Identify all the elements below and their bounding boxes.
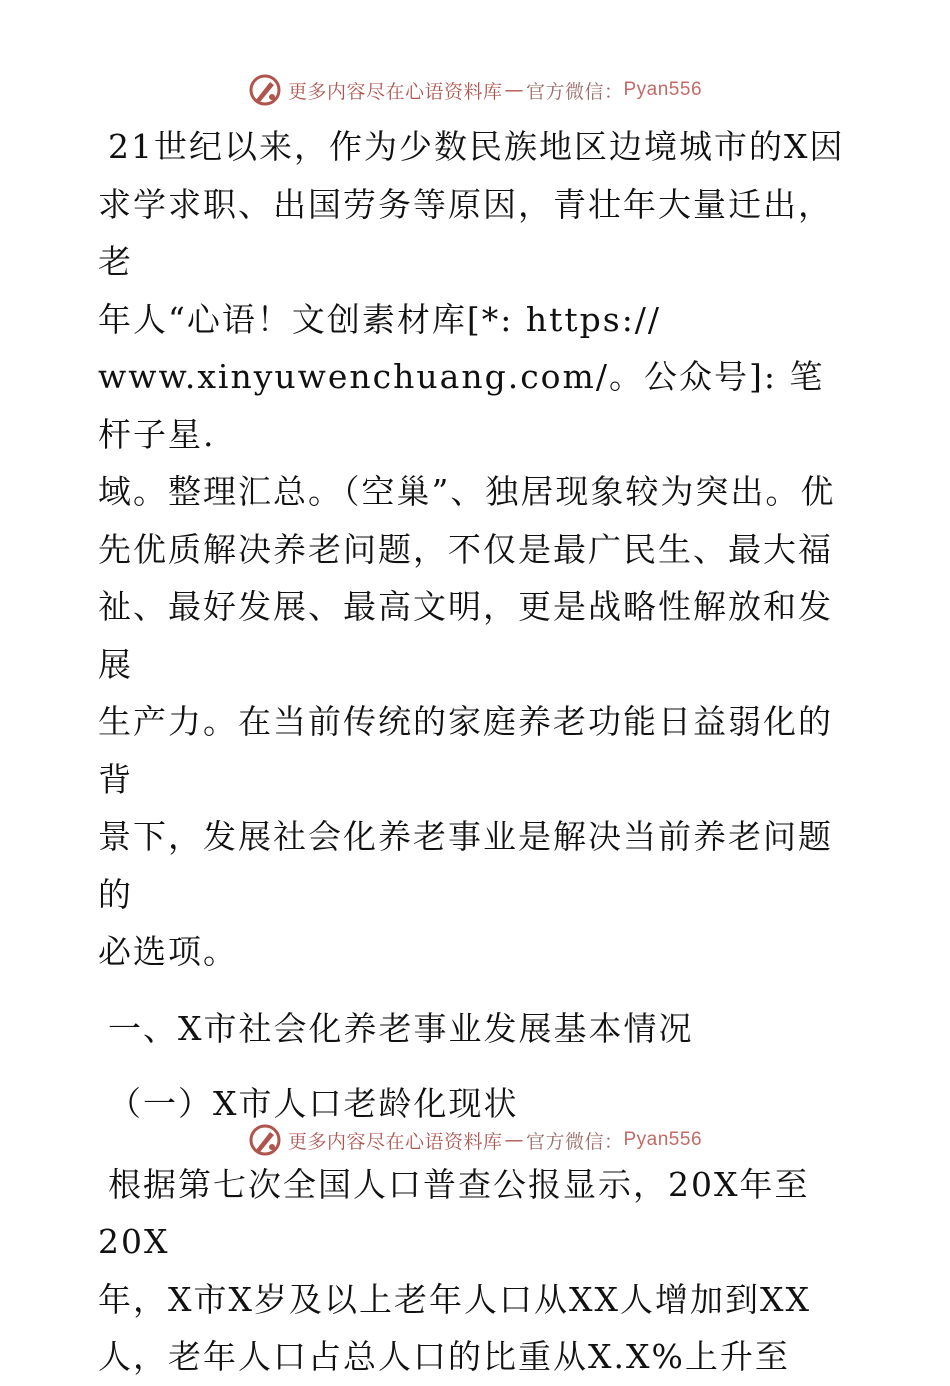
paragraph-line: 年，X市X岁及以上老年人口从XX人增加到XX xyxy=(98,1279,811,1319)
quill-logo-icon xyxy=(248,1123,282,1157)
paragraph-line: 根据第七次全国人口普查公报显示，20X年至20X xyxy=(98,1164,810,1261)
paragraph-line: www.xinyuwenchuang.com/。公众号]: 笔杆子星. xyxy=(98,357,825,454)
watermark-footer xyxy=(0,1120,950,1160)
watermark-wechat-label: 官方微信： xyxy=(525,1130,624,1153)
watermark-handle: Pyan556 xyxy=(623,79,703,100)
population-paragraph xyxy=(98,1156,858,1386)
paragraph-line: 21世纪以来，作为少数民族地区边境城市的X因 xyxy=(108,127,845,166)
document-body xyxy=(98,118,858,1386)
watermark-main-text: 更多内容尽在心语资料库 xyxy=(287,1130,503,1153)
paragraph-line: 求学求职、出国劳务等原因，青壮年大量迁出，老 xyxy=(98,184,833,281)
paragraph-line: 生产力。在当前传统的家庭养老功能日益弱化的背 xyxy=(98,702,833,799)
paragraph-line: 祉、最好发展、最高文明，更是战略性解放和发展 xyxy=(98,587,833,684)
subsection-heading: （一）X市人口老龄化现状 xyxy=(108,1083,519,1123)
paragraph-line: 人，老年人口占总人口的比重从X.X%上升至 xyxy=(98,1337,790,1376)
paragraph-line: 域。整理汇总。（空巢”、独居现象较为突出。优 xyxy=(98,472,836,511)
paragraph-line: 先优质解决养老问题，不仅是最广民生、最大福 xyxy=(98,529,833,569)
paragraph-line: 景下，发展社会化养老事业是解决当前养老问题的 xyxy=(98,817,833,914)
paragraph-line: 年人“心语！文创素材库[*: https:// xyxy=(98,299,662,339)
intro-paragraph xyxy=(98,118,858,981)
paragraph-line: 必选项。 xyxy=(98,932,238,971)
watermark-separator: — xyxy=(504,1129,524,1151)
quill-logo-icon xyxy=(248,73,282,107)
watermark-wechat-label: 官方微信： xyxy=(525,80,624,103)
watermark-header xyxy=(0,70,950,110)
watermark-separator: — xyxy=(504,79,524,101)
watermark-main-text: 更多内容尽在心语资料库 xyxy=(287,80,503,103)
watermark-handle: Pyan556 xyxy=(623,1129,703,1150)
section-heading: 一、X市社会化养老事业发展基本情况 xyxy=(108,1008,694,1048)
